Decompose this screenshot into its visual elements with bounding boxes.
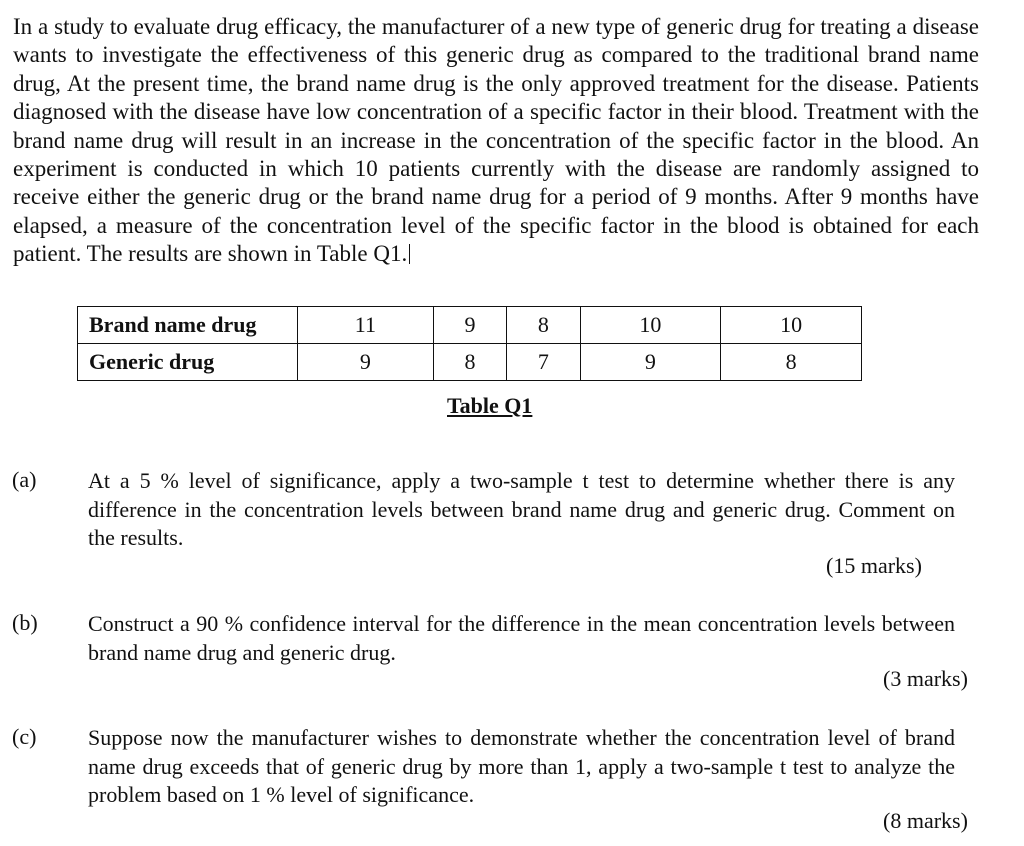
intro-paragraph: [13, 13, 979, 269]
table-caption: Table Q1: [447, 393, 533, 418]
table-cell: 9: [433, 307, 506, 344]
table-cell: 9: [298, 344, 434, 381]
table-q1: [77, 306, 862, 381]
table-cell: 9: [580, 344, 721, 381]
row-label-brand: Brand name drug: [78, 307, 298, 344]
table-row-brand: [78, 307, 862, 344]
question-b-label: (b): [12, 610, 38, 635]
question-a-text: At a 5 % level of significance, apply a two-sample t test to determine whether there is any difference in the concentration levels between brand name drug and generic drug. Comment on the results.: [88, 468, 955, 550]
question-c-text: Suppose now the manufacturer wishes to demonstrate whether the concentration level of brand name drug exceeds that of generic drug by more than 1, apply a two-sample t test to analyze the problem based on 1 % level of significance.: [88, 725, 955, 807]
table-row-generic: [78, 344, 862, 381]
table-cell: 10: [580, 307, 721, 344]
question-c-label: (c): [12, 724, 37, 749]
table-cell: 8: [507, 307, 580, 344]
question-b-marks: (3 marks): [883, 666, 968, 691]
table-cell: 7: [507, 344, 580, 381]
table-cell: 10: [721, 307, 862, 344]
question-a-label: (a): [12, 467, 37, 492]
text-cursor: [409, 244, 410, 264]
question-a-marks: (15 marks): [826, 553, 922, 578]
intro-text: In a study to evaluate drug efficacy, the manufacturer of a new type of generic drug for treating a disease wants to investigate the effectiveness of this generic drug as compared to the traditional brand name drug, At the present time, the brand name drug is the only approved treatment for the disease. Patients diagnosed with the disease have low concentration of a specific factor in their blood. Treatment with the brand name drug will result in an increase in the concentration of the specific factor in the blood. An experiment is conducted in which 10 patients currently with the disease are randomly assigned to receive either the generic drug or the brand name drug for a period of 9 months. After 9 months have elapsed, a measure of the concentration level of the specific factor in the blood is obtained for each patient. The results are shown in Table Q1.: [13, 14, 979, 267]
question-c-marks: (8 marks): [883, 808, 968, 833]
table-cell: 8: [433, 344, 506, 381]
row-label-generic: Generic drug: [78, 344, 298, 381]
question-b-text: Construct a 90 % confidence interval for the difference in the mean concentration levels between brand name drug and generic drug.: [88, 611, 955, 665]
table-cell: 11: [298, 307, 434, 344]
table-cell: 8: [721, 344, 862, 381]
